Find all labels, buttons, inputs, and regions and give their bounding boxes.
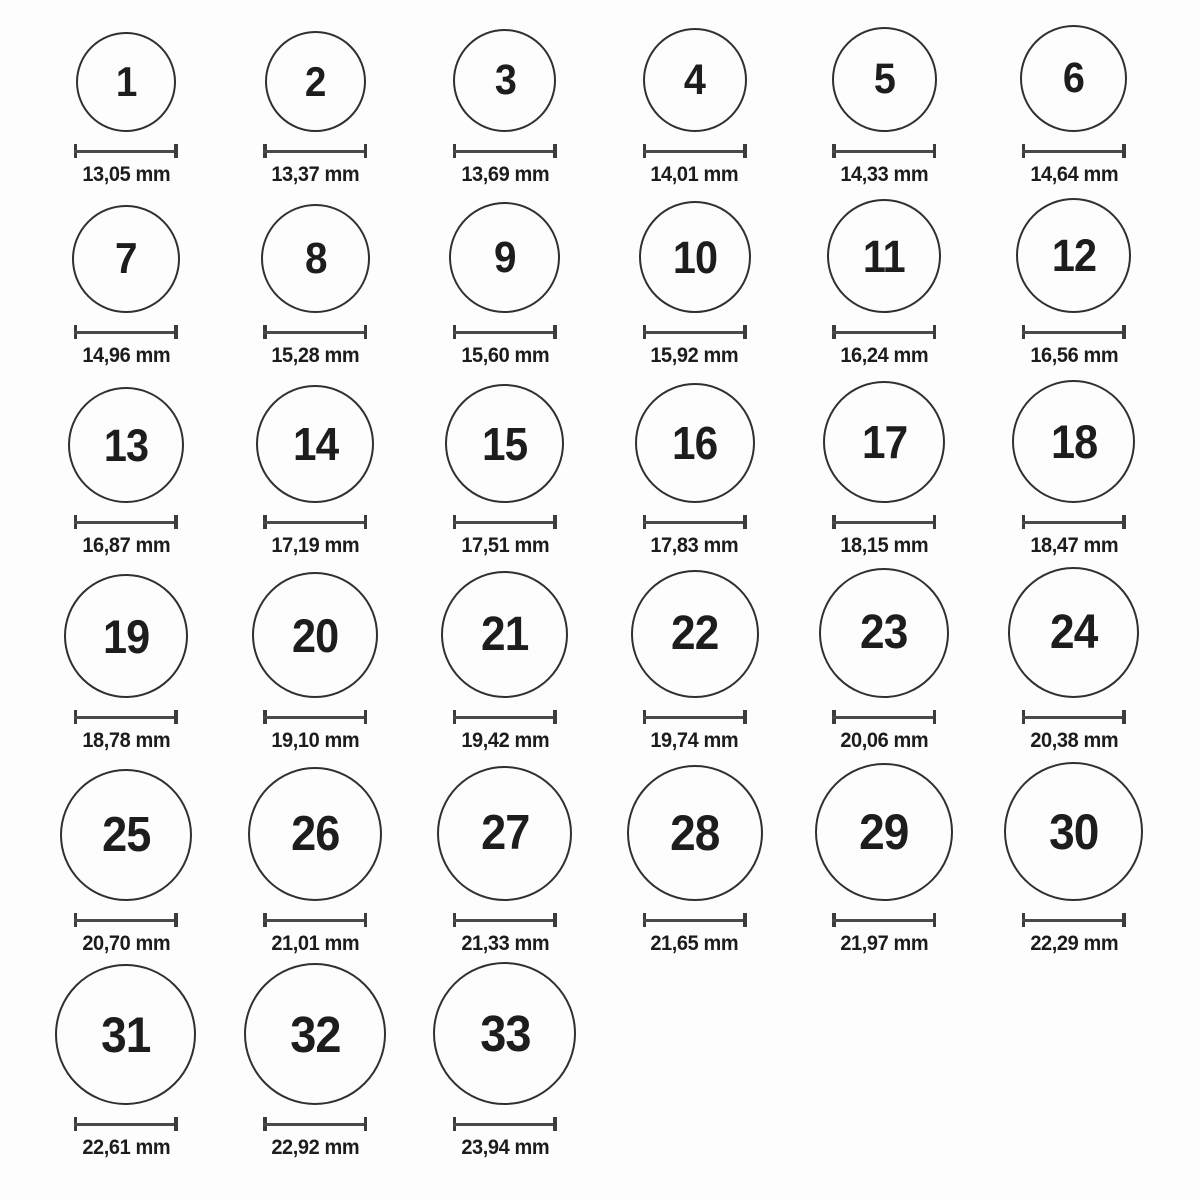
ring-size-number: 21	[481, 607, 529, 661]
measure-bar	[1022, 331, 1126, 334]
measure-tick-right	[174, 913, 178, 927]
diameter-measure-line	[263, 1117, 367, 1131]
ring-size-circle	[256, 385, 374, 503]
ring-size-row	[31, 195, 1169, 376]
measure-bar	[1022, 716, 1126, 719]
diameter-label: 19,10 mm	[271, 729, 360, 752]
measure-tick-right	[1122, 913, 1126, 927]
measure-tick-right	[364, 913, 368, 927]
diameter-label: 16,87 mm	[81, 534, 170, 557]
diameter-measure-line	[832, 144, 936, 158]
measure-bar	[74, 716, 178, 719]
diameter-measure-line	[832, 710, 936, 724]
ring-size-cell	[979, 25, 1169, 195]
diameter-label: 22,29 mm	[1029, 932, 1118, 955]
ring-size-circle	[437, 766, 572, 901]
measure-tick-right	[743, 913, 747, 927]
measure-tick-right	[553, 144, 557, 158]
ring-size-cell	[410, 962, 600, 1200]
ring-size-number: 28	[669, 805, 720, 861]
ring-size-number: 25	[101, 807, 150, 862]
measure-bar	[643, 716, 747, 719]
ring-size-cell	[221, 767, 411, 964]
ring-size-circle	[639, 201, 751, 313]
measure-tick-right	[933, 144, 937, 158]
measure-bar	[832, 716, 936, 719]
ring-size-cell	[979, 567, 1169, 761]
measure-bar	[263, 331, 367, 334]
ring-size-cell	[221, 385, 411, 566]
ring-size-circle	[64, 574, 188, 698]
diameter-measure-line	[263, 515, 367, 529]
measure-bar	[643, 919, 747, 922]
ring-size-circle	[1004, 762, 1143, 901]
ring-size-circle	[252, 572, 378, 698]
ring-size-circle	[823, 381, 945, 503]
diameter-measure-line	[832, 515, 936, 529]
measure-tick-right	[174, 515, 178, 529]
diameter-label: 17,83 mm	[650, 534, 739, 557]
diameter-measure-line	[1022, 515, 1126, 529]
diameter-label: 20,70 mm	[81, 932, 170, 955]
ring-size-circle	[1016, 198, 1131, 313]
measure-bar	[453, 919, 557, 922]
diameter-measure-line	[74, 144, 178, 158]
measure-bar	[263, 919, 367, 922]
ring-size-number: 12	[1051, 230, 1096, 281]
diameter-measure-line	[74, 325, 178, 339]
ring-size-number: 8	[304, 233, 327, 283]
diameter-measure-line	[74, 913, 178, 927]
ring-size-cell	[979, 380, 1169, 566]
ring-size-circle	[55, 964, 196, 1105]
ring-size-number: 20	[292, 608, 339, 662]
ring-size-circle	[76, 32, 176, 132]
measure-tick-right	[553, 325, 557, 339]
diameter-measure-line	[643, 710, 747, 724]
diameter-label: 13,05 mm	[81, 163, 170, 186]
ring-size-number: 16	[671, 417, 718, 469]
measure-tick-right	[364, 515, 368, 529]
measure-tick-right	[933, 515, 937, 529]
diameter-label: 13,37 mm	[271, 163, 360, 186]
diameter-measure-line	[74, 710, 178, 724]
ring-size-number: 10	[672, 231, 717, 283]
diameter-label: 19,74 mm	[650, 729, 739, 752]
ring-size-circle	[819, 568, 949, 698]
ring-size-number: 6	[1063, 54, 1085, 102]
measure-bar	[263, 521, 367, 524]
ring-size-circle	[832, 27, 937, 132]
measure-bar	[453, 150, 557, 153]
measure-tick-right	[933, 325, 937, 339]
diameter-label: 18,47 mm	[1029, 534, 1118, 557]
diameter-measure-line	[1022, 144, 1126, 158]
ring-size-circle	[631, 570, 759, 698]
ring-size-number: 13	[103, 419, 148, 471]
ring-size-cell	[600, 765, 790, 964]
measure-tick-right	[174, 144, 178, 158]
measure-bar	[1022, 919, 1126, 922]
diameter-label: 17,51 mm	[461, 534, 549, 557]
diameter-label: 23,94 mm	[461, 1136, 549, 1159]
diameter-label: 21,65 mm	[650, 932, 739, 955]
ring-size-cell	[221, 572, 411, 761]
measure-tick-right	[743, 515, 747, 529]
diameter-measure-line	[263, 913, 367, 927]
ring-size-circle	[635, 383, 755, 503]
ring-size-cell	[600, 570, 790, 761]
diameter-label: 13,69 mm	[461, 163, 549, 186]
ring-size-cell	[789, 27, 979, 195]
measure-tick-right	[553, 515, 557, 529]
diameter-label: 17,19 mm	[271, 534, 360, 557]
ring-size-cell	[410, 571, 600, 761]
measure-tick-right	[1122, 515, 1126, 529]
ring-size-circle	[449, 202, 560, 313]
ring-size-number: 24	[1050, 605, 1098, 659]
measure-bar	[453, 331, 557, 334]
ring-size-number: 7	[114, 234, 137, 283]
diameter-measure-line	[1022, 325, 1126, 339]
ring-size-circle	[68, 387, 184, 503]
measure-tick-right	[743, 710, 747, 724]
ring-size-number: 19	[102, 609, 149, 663]
ring-size-circle	[453, 29, 556, 132]
diameter-label: 14,96 mm	[81, 344, 170, 367]
ring-size-cell	[31, 387, 221, 566]
diameter-label: 21,01 mm	[271, 932, 360, 955]
diameter-label: 15,60 mm	[461, 344, 549, 367]
measure-tick-right	[553, 913, 557, 927]
ring-size-cell	[789, 568, 979, 761]
diameter-measure-line	[1022, 710, 1126, 724]
ring-size-row	[31, 0, 1169, 195]
diameter-measure-line	[832, 325, 936, 339]
diameter-label: 19,42 mm	[461, 729, 549, 752]
ring-size-cell	[221, 963, 411, 1200]
diameter-measure-line	[643, 144, 747, 158]
ring-size-cell	[410, 384, 600, 566]
diameter-label: 22,92 mm	[271, 1136, 360, 1159]
measure-tick-right	[364, 710, 368, 724]
diameter-label: 20,38 mm	[1029, 729, 1118, 752]
measure-tick-right	[743, 144, 747, 158]
measure-bar	[453, 1123, 557, 1126]
ring-size-row	[31, 376, 1169, 566]
ring-size-cell	[979, 198, 1169, 376]
measure-bar	[643, 521, 747, 524]
ring-size-cell	[31, 769, 221, 964]
ring-size-cell	[410, 766, 600, 964]
ring-size-circle	[1008, 567, 1139, 698]
ring-size-number: 4	[684, 55, 706, 104]
ring-size-circle	[627, 765, 763, 901]
diameter-measure-line	[453, 144, 557, 158]
ring-size-cell	[221, 204, 411, 376]
ring-size-cell	[600, 201, 790, 376]
measure-bar	[74, 150, 178, 153]
ring-size-cell	[789, 763, 979, 964]
ring-size-number: 9	[494, 232, 516, 282]
ring-size-cell	[410, 29, 600, 195]
ring-size-number: 2	[305, 57, 326, 105]
diameter-label: 14,33 mm	[840, 163, 929, 186]
diameter-label: 15,28 mm	[271, 344, 360, 367]
ring-size-cell	[979, 762, 1169, 964]
diameter-measure-line	[643, 325, 747, 339]
diameter-measure-line	[453, 325, 557, 339]
ring-size-cell	[789, 199, 979, 376]
measure-tick-right	[174, 325, 178, 339]
diameter-measure-line	[263, 325, 367, 339]
diameter-label: 14,64 mm	[1029, 163, 1118, 186]
ring-size-circle	[445, 384, 564, 503]
measure-bar	[453, 716, 557, 719]
measure-tick-right	[174, 710, 178, 724]
ring-size-circle	[1012, 380, 1135, 503]
ring-size-circle	[433, 962, 576, 1105]
measure-bar	[74, 331, 178, 334]
diameter-label: 18,15 mm	[840, 534, 929, 557]
measure-tick-right	[1122, 710, 1126, 724]
diameter-label: 20,06 mm	[840, 729, 929, 752]
measure-tick-right	[933, 913, 937, 927]
ring-size-circle	[265, 31, 366, 132]
measure-tick-right	[364, 1117, 368, 1131]
measure-tick-right	[364, 144, 368, 158]
measure-bar	[643, 150, 747, 153]
ring-size-number: 22	[670, 607, 719, 660]
ring-size-number: 30	[1049, 803, 1099, 860]
diameter-measure-line	[263, 144, 367, 158]
ring-size-number: 17	[861, 416, 907, 468]
ring-size-circle	[60, 769, 192, 901]
ring-size-number: 27	[480, 806, 530, 860]
ring-size-circle	[441, 571, 568, 698]
diameter-label: 15,92 mm	[650, 344, 739, 367]
ring-size-number: 33	[479, 1005, 531, 1062]
ring-size-row	[31, 964, 1169, 1200]
ring-size-number: 26	[291, 806, 340, 861]
ring-size-circle	[827, 199, 941, 313]
measure-bar	[832, 331, 936, 334]
ring-size-circle	[72, 205, 180, 313]
diameter-label: 21,33 mm	[461, 932, 549, 955]
measure-bar	[453, 521, 557, 524]
diameter-measure-line	[832, 913, 936, 927]
diameter-label: 18,78 mm	[81, 729, 170, 752]
ring-size-number: 31	[101, 1006, 151, 1063]
measure-bar	[1022, 150, 1126, 153]
measure-bar	[74, 1123, 178, 1126]
ring-size-number: 5	[873, 55, 895, 103]
measure-tick-right	[553, 710, 557, 724]
diameter-label: 22,61 mm	[81, 1136, 170, 1159]
measure-tick-right	[743, 325, 747, 339]
ring-size-circle	[643, 28, 747, 132]
diameter-measure-line	[1022, 913, 1126, 927]
ring-size-number: 14	[292, 418, 339, 470]
ring-size-cell	[410, 202, 600, 376]
measure-bar	[1022, 521, 1126, 524]
ring-size-number: 15	[482, 417, 528, 470]
diameter-measure-line	[453, 710, 557, 724]
diameter-measure-line	[643, 515, 747, 529]
measure-tick-right	[364, 325, 368, 339]
measure-bar	[832, 150, 936, 153]
measure-bar	[74, 521, 178, 524]
diameter-measure-line	[74, 515, 178, 529]
ring-size-circle	[244, 963, 386, 1105]
diameter-label: 21,97 mm	[840, 932, 929, 955]
ring-size-cell	[221, 31, 411, 195]
diameter-label: 16,24 mm	[840, 344, 929, 367]
diameter-measure-line	[263, 710, 367, 724]
ring-size-circle	[261, 204, 370, 313]
measure-tick-right	[174, 1117, 178, 1131]
ring-size-circle	[1020, 25, 1127, 132]
ring-size-cell	[31, 574, 221, 761]
diameter-measure-line	[74, 1117, 178, 1131]
diameter-measure-line	[453, 515, 557, 529]
ring-size-cell	[600, 28, 790, 195]
measure-tick-right	[1122, 325, 1126, 339]
diameter-label: 14,01 mm	[650, 163, 739, 186]
ring-size-circle	[815, 763, 953, 901]
ring-size-number: 32	[290, 1005, 341, 1063]
measure-tick-right	[553, 1117, 557, 1131]
measure-bar	[74, 919, 178, 922]
measure-bar	[832, 919, 936, 922]
ring-size-number: 29	[859, 804, 909, 860]
ring-size-cell	[31, 205, 221, 376]
ring-size-cell	[600, 383, 790, 566]
diameter-label: 16,56 mm	[1029, 344, 1118, 367]
ring-size-circle	[248, 767, 382, 901]
diameter-measure-line	[453, 913, 557, 927]
diameter-measure-line	[643, 913, 747, 927]
diameter-measure-line	[453, 1117, 557, 1131]
ring-size-cell	[789, 381, 979, 566]
ring-size-row	[31, 761, 1169, 964]
ring-size-cell	[31, 964, 221, 1200]
measure-bar	[643, 331, 747, 334]
measure-tick-right	[933, 710, 937, 724]
measure-bar	[263, 150, 367, 153]
ring-size-number: 18	[1050, 415, 1097, 468]
ring-size-number: 23	[860, 606, 908, 659]
measure-bar	[263, 1123, 367, 1126]
measure-bar	[832, 521, 936, 524]
ring-size-number: 1	[115, 58, 137, 105]
ring-size-number: 11	[863, 230, 906, 282]
ring-size-cell	[31, 32, 221, 195]
ring-size-number: 3	[494, 56, 516, 104]
measure-bar	[263, 716, 367, 719]
ring-size-row	[31, 566, 1169, 761]
measure-tick-right	[1122, 144, 1126, 158]
